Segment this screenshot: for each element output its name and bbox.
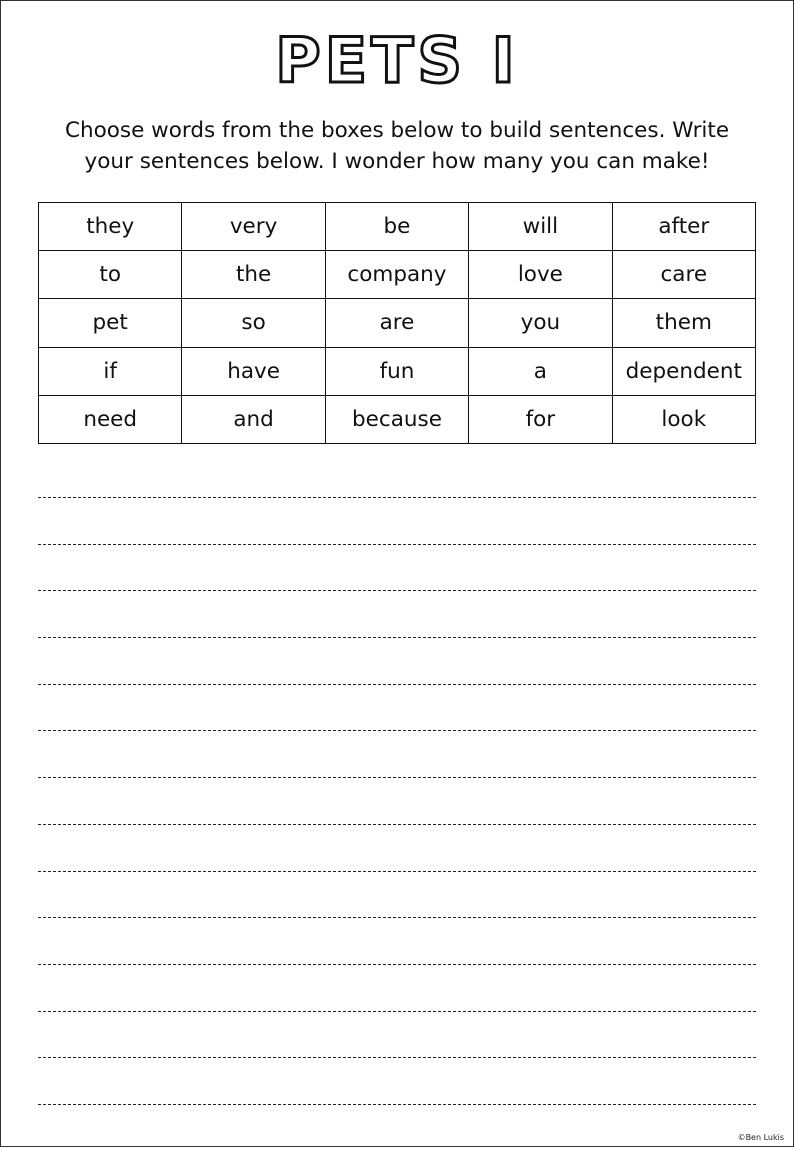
word-cell: because — [325, 395, 468, 443]
writing-line[interactable] — [38, 777, 756, 778]
word-row — [39, 347, 756, 395]
writing-line[interactable] — [38, 637, 756, 638]
writing-line[interactable] — [38, 684, 756, 685]
word-cell: them — [612, 299, 755, 347]
word-row — [39, 203, 756, 251]
word-row — [39, 299, 756, 347]
word-cell: care — [612, 251, 755, 299]
word-cell: for — [469, 395, 612, 443]
word-cell: company — [325, 251, 468, 299]
word-cell: pet — [39, 299, 182, 347]
word-bank-table — [38, 202, 756, 444]
word-cell: very — [182, 203, 325, 251]
word-cell: after — [612, 203, 755, 251]
word-cell: have — [182, 347, 325, 395]
writing-lines — [38, 497, 756, 1151]
writing-line[interactable] — [38, 544, 756, 545]
word-cell: you — [469, 299, 612, 347]
word-cell: if — [39, 347, 182, 395]
word-cell: look — [612, 395, 755, 443]
word-cell: and — [182, 395, 325, 443]
word-cell: are — [325, 299, 468, 347]
word-row — [39, 251, 756, 299]
word-cell: the — [182, 251, 325, 299]
word-cell: fun — [325, 347, 468, 395]
word-cell: a — [469, 347, 612, 395]
word-cell: will — [469, 203, 612, 251]
writing-line[interactable] — [38, 1104, 756, 1105]
writing-line[interactable] — [38, 871, 756, 872]
word-cell: so — [182, 299, 325, 347]
writing-line[interactable] — [38, 1057, 756, 1058]
word-cell: love — [469, 251, 612, 299]
word-cell: be — [325, 203, 468, 251]
writing-line[interactable] — [38, 1011, 756, 1012]
word-cell: to — [39, 251, 182, 299]
instructions — [40, 115, 754, 177]
word-cell: dependent — [612, 347, 755, 395]
writing-line[interactable] — [38, 917, 756, 918]
word-cell: they — [39, 203, 182, 251]
copyright: ©Ben Lukis — [737, 1133, 784, 1142]
writing-line[interactable] — [38, 590, 756, 591]
instructions-line-1: Choose words from the boxes below to build sentences. Write — [64, 118, 730, 143]
writing-line[interactable] — [38, 497, 756, 498]
writing-line[interactable] — [38, 964, 756, 965]
instructions-line-2: your sentences below. I wonder how many you can make! — [84, 149, 710, 174]
worksheet-title: PETS I — [275, 24, 519, 97]
writing-line[interactable] — [38, 730, 756, 731]
word-row — [39, 395, 756, 443]
word-cell: need — [39, 395, 182, 443]
writing-line[interactable] — [38, 824, 756, 825]
